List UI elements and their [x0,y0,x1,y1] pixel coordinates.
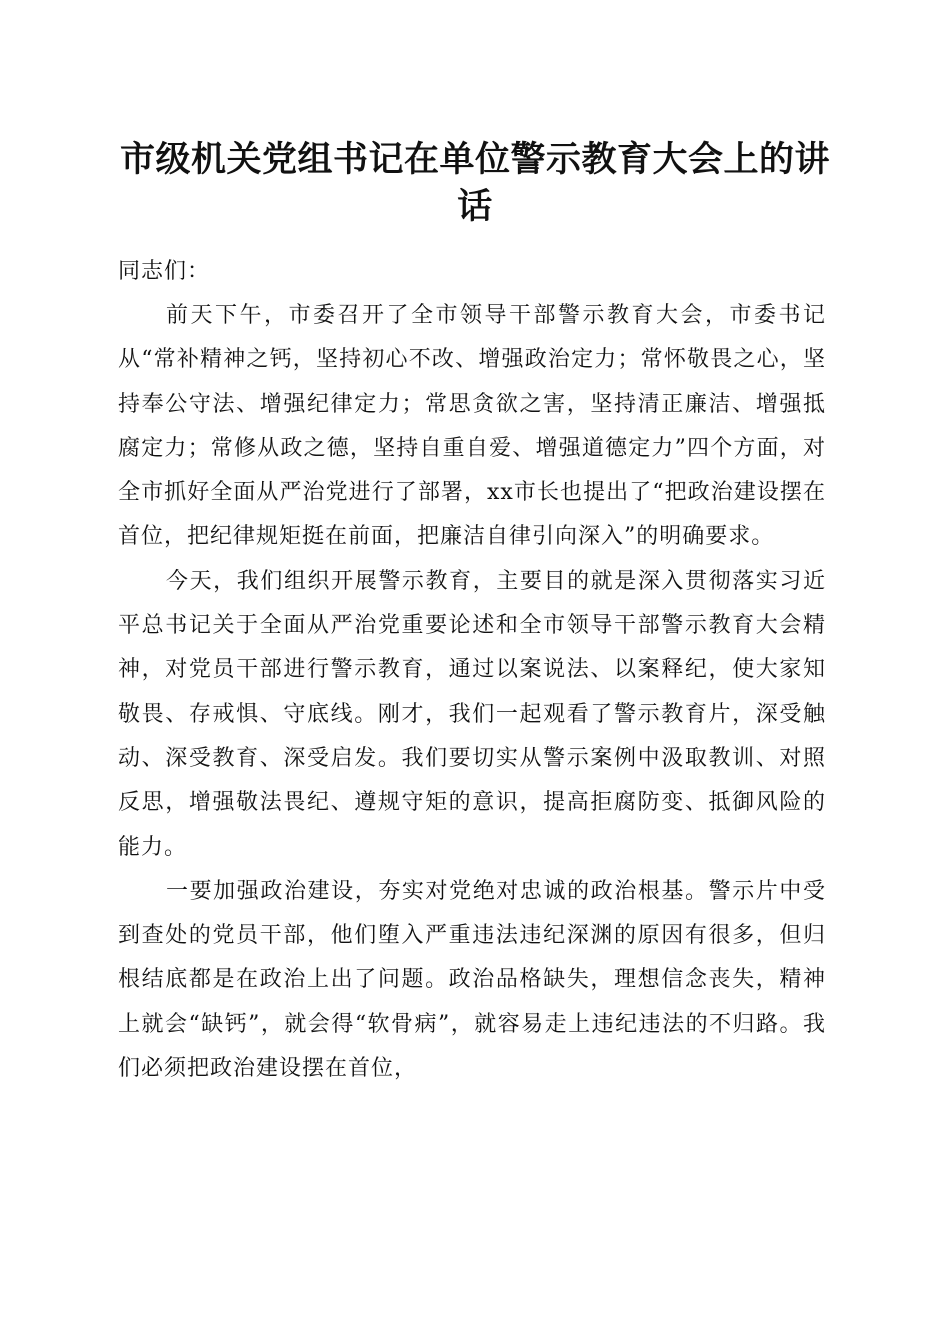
paragraph-1: 前天下午，市委召开了全市领导干部警示教育大会，市委书记从“常补精神之钙，坚持初心不改、增强政治定力；常怀敬畏之心，坚持奉公守法、增强纪律定力；常思贪欲之害，坚持清正廉洁、增强抵腐定力；常修从政之德，坚持自重自爱、增强道德定力”四个方面，对全市抓好全面从严治党进行了部署，xx市长也提出了“把政治建设摆在首位，把纪律规矩挺在前面，把廉洁自律引向深入”的明确要求。 [118,303,826,550]
document-title: 市级机关党组书记在单位警示教育大会上的讲话 [119,139,830,227]
document-body [118,250,826,1091]
salutation: 同志们： [118,259,211,284]
paragraph-2: 今天，我们组织开展警示教育，主要目的就是深入贯彻落实习近平总书记关于全面从严治党重要论述和全市领导干部警示教育大会精神，对党员干部进行警示教育，通过以案说法、以案释纪，使大家知敬畏、存戒惧、守底线。刚才，我们一起观看了警示教育片，深受触动、深受教育、深受启发。我们要切实从警示案例中汲取教训、对照反思，增强敬法畏纪、遵规守矩的意识，提高拒腐防变、抵御风险的能力。 [118,568,826,860]
paragraph-3: 一要加强政治建设，夯实对党绝对忠诚的政治根基。警示片中受到查处的党员干部，他们堕入严重违法违纪深渊的原因有很多，但归根结底都是在政治上出了问题。政治品格缺失，理想信念丧失，精神上就会“缺钙”，就会得“软骨病”，就容易走上违纪违法的不归路。我们必须把政治建设摆在首位， [118,878,826,1082]
